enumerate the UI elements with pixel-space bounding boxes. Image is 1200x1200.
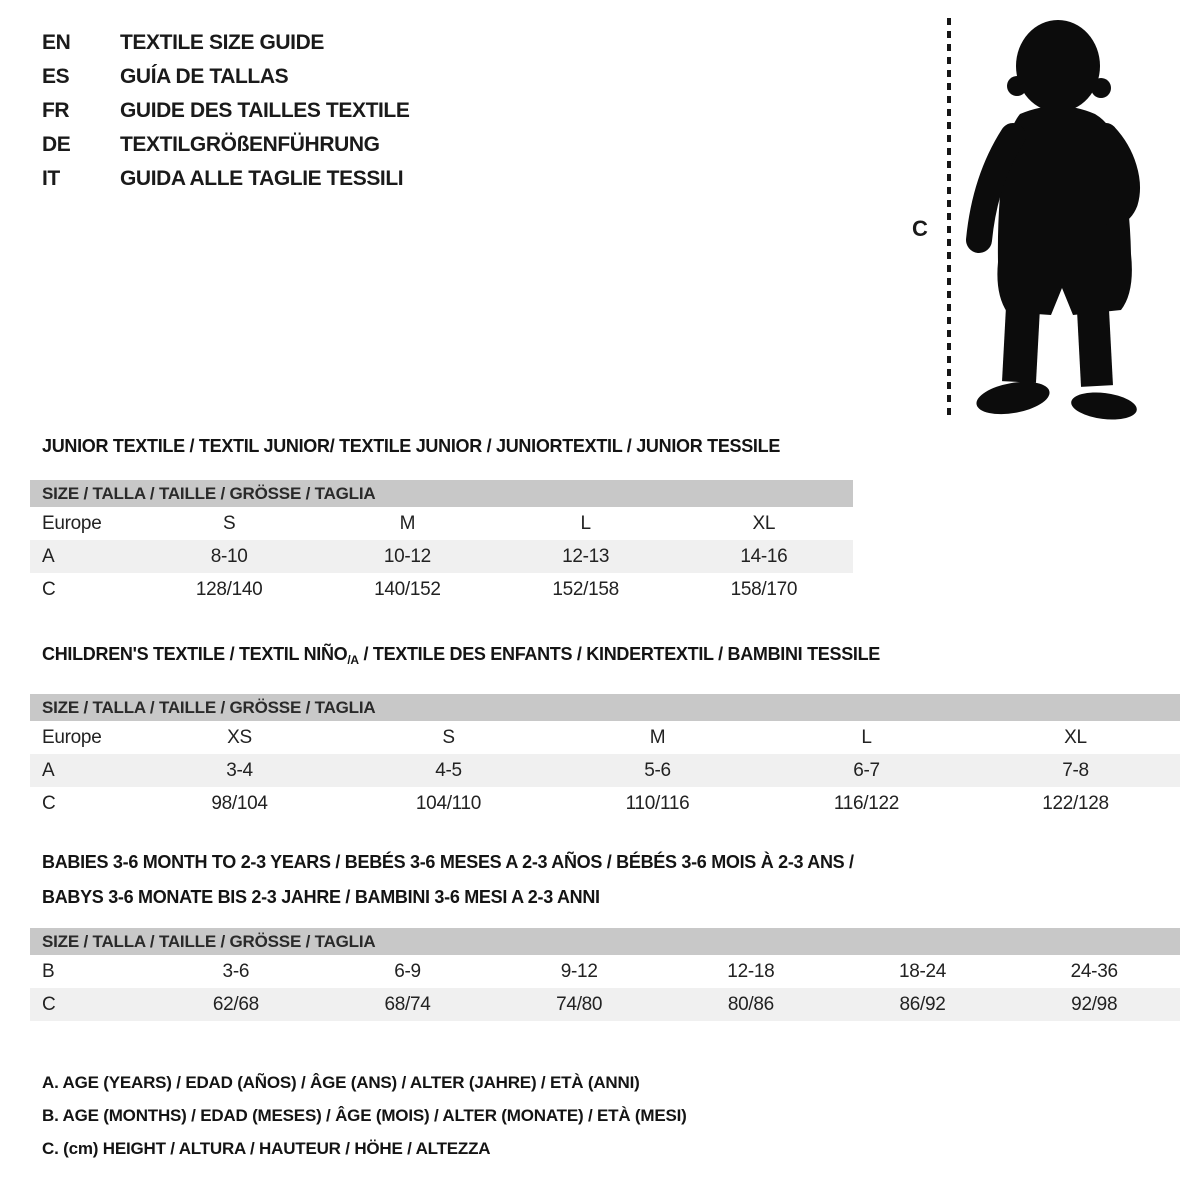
height-cell: 116/122: [833, 792, 900, 814]
babies-title-line2: BABYS 3-6 MONATE BIS 2-3 JAHRE / BAMBINI 3-6 MESI A 2-3 ANNI: [42, 887, 600, 907]
lang-code: IT: [42, 167, 60, 190]
row-label: A: [42, 759, 55, 781]
age-cell: 24-36: [1070, 960, 1118, 982]
height-cell: 152/158: [552, 578, 619, 600]
table-row: [30, 754, 1180, 787]
height-cell: 92/98: [1071, 993, 1118, 1015]
row-label: A: [42, 545, 55, 567]
table-row: [30, 573, 853, 606]
size-cell: M: [399, 512, 416, 534]
lang-code: DE: [42, 133, 71, 156]
height-dashed-line: [947, 18, 951, 416]
table-row: [30, 721, 1180, 754]
age-cell: 3-6: [222, 960, 250, 982]
height-measure-label: C: [912, 216, 928, 241]
row-label: C: [42, 993, 56, 1015]
age-cell: 6-7: [853, 759, 880, 781]
age-cell: 6-9: [394, 960, 421, 982]
age-cell: 9-12: [560, 960, 598, 982]
babies-size-header-bar: SIZE / TALLA / TAILLE / GRÖSSE / TAGLIA: [30, 928, 1180, 955]
age-cell: 12-13: [562, 545, 610, 567]
age-cell: 10-12: [383, 545, 431, 567]
table-row: [30, 540, 853, 573]
title-subscript: /A: [347, 653, 359, 667]
row-label: Europe: [42, 512, 102, 534]
footnote-c: C. (cm) HEIGHT / ALTURA / HAUTEUR / HÖHE / ALTEZZA: [42, 1139, 491, 1158]
height-cell: 86/92: [899, 993, 946, 1015]
age-cell: 12-18: [727, 960, 775, 982]
row-label: Europe: [42, 726, 102, 748]
lang-label: GUIDE DES TAILLES TEXTILE: [120, 99, 410, 122]
lang-code: EN: [42, 31, 71, 54]
row-label: C: [42, 792, 56, 814]
junior-size-header-bar: SIZE / TALLA / TAILLE / GRÖSSE / TAGLIA: [30, 480, 853, 507]
height-cell: 74/80: [556, 993, 603, 1015]
size-cell: XL: [752, 512, 776, 534]
size-cell: S: [222, 512, 236, 534]
table-row: [30, 988, 1180, 1021]
height-cell: 80/86: [727, 993, 774, 1015]
table-row: [30, 787, 1180, 820]
children-size-header-bar: SIZE / TALLA / TAILLE / GRÖSSE / TAGLIA: [30, 694, 1180, 721]
size-cell: L: [861, 726, 872, 748]
age-cell: 7-8: [1062, 759, 1089, 781]
height-cell: 128/140: [195, 578, 263, 600]
height-cell: 140/152: [374, 578, 441, 600]
footnote-b: B. AGE (MONTHS) / EDAD (MESES) / ÂGE (MOIS) / ALTER (MONATE) / ETÀ (MESI): [42, 1106, 687, 1125]
age-cell: 18-24: [898, 960, 947, 982]
age-cell: 3-4: [226, 759, 253, 781]
row-label: C: [42, 578, 56, 600]
row-label: B: [42, 960, 55, 982]
babies-section-title: [30, 845, 1180, 915]
lang-label: GUIDA ALLE TAGLIE TESSILI: [120, 167, 404, 190]
age-cell: 4-5: [435, 759, 462, 781]
age-cell: 8-10: [210, 545, 248, 567]
size-cell: S: [442, 726, 455, 748]
children-section-title: [30, 642, 1180, 672]
title-part: CHILDREN'S TEXTILE / TEXTIL NIÑO: [42, 644, 348, 664]
size-cell: M: [649, 726, 666, 748]
size-cell: XS: [227, 726, 252, 748]
size-cell: L: [580, 512, 591, 534]
legend-footnotes: [42, 1066, 687, 1165]
footnote-a: A. AGE (YEARS) / EDAD (AÑOS) / ÂGE (ANS) / ALTER (JAHRE) / ETÀ (ANNI): [42, 1073, 640, 1092]
babies-title-line1: BABIES 3-6 MONTH TO 2-3 YEARS / BEBÉS 3-6 MESES A 2-3 AÑOS / BÉBÉS 3-6 MOIS À 2-3 ANS /: [42, 852, 854, 872]
height-cell: 110/116: [625, 792, 690, 814]
measurement-figure: [0, 0, 1200, 430]
age-cell: 14-16: [740, 545, 788, 567]
height-cell: 122/128: [1042, 792, 1109, 814]
height-cell: 98/104: [211, 792, 268, 814]
title-part: / TEXTILE DES ENFANTS / KINDERTEXTIL / BAMBINI TESSILE: [358, 644, 880, 664]
toddler-silhouette-icon: [965, 14, 1165, 420]
lang-label: TEXTILE SIZE GUIDE: [120, 31, 324, 54]
age-cell: 5-6: [644, 759, 671, 781]
junior-textile-section: [30, 434, 853, 606]
lang-code: FR: [42, 99, 70, 122]
table-row: [30, 955, 1180, 988]
height-cell: 62/68: [212, 993, 259, 1015]
height-cell: 104/110: [415, 792, 482, 814]
lang-label: TEXTILGRÖßENFÜHRUNG: [120, 133, 380, 156]
size-cell: XL: [1064, 726, 1087, 748]
table-row: [30, 507, 853, 540]
children-textile-section: [30, 642, 1180, 820]
lang-code: ES: [42, 65, 70, 88]
height-cell: 158/170: [730, 578, 798, 600]
babies-textile-section: [30, 845, 1180, 1021]
lang-label: GUÍA DE TALLAS: [120, 65, 289, 88]
height-cell: 68/74: [384, 993, 431, 1015]
junior-section-title: JUNIOR TEXTILE / TEXTIL JUNIOR/ TEXTILE JUNIOR / JUNIORTEXTIL / JUNIOR TESSILE: [42, 436, 781, 456]
